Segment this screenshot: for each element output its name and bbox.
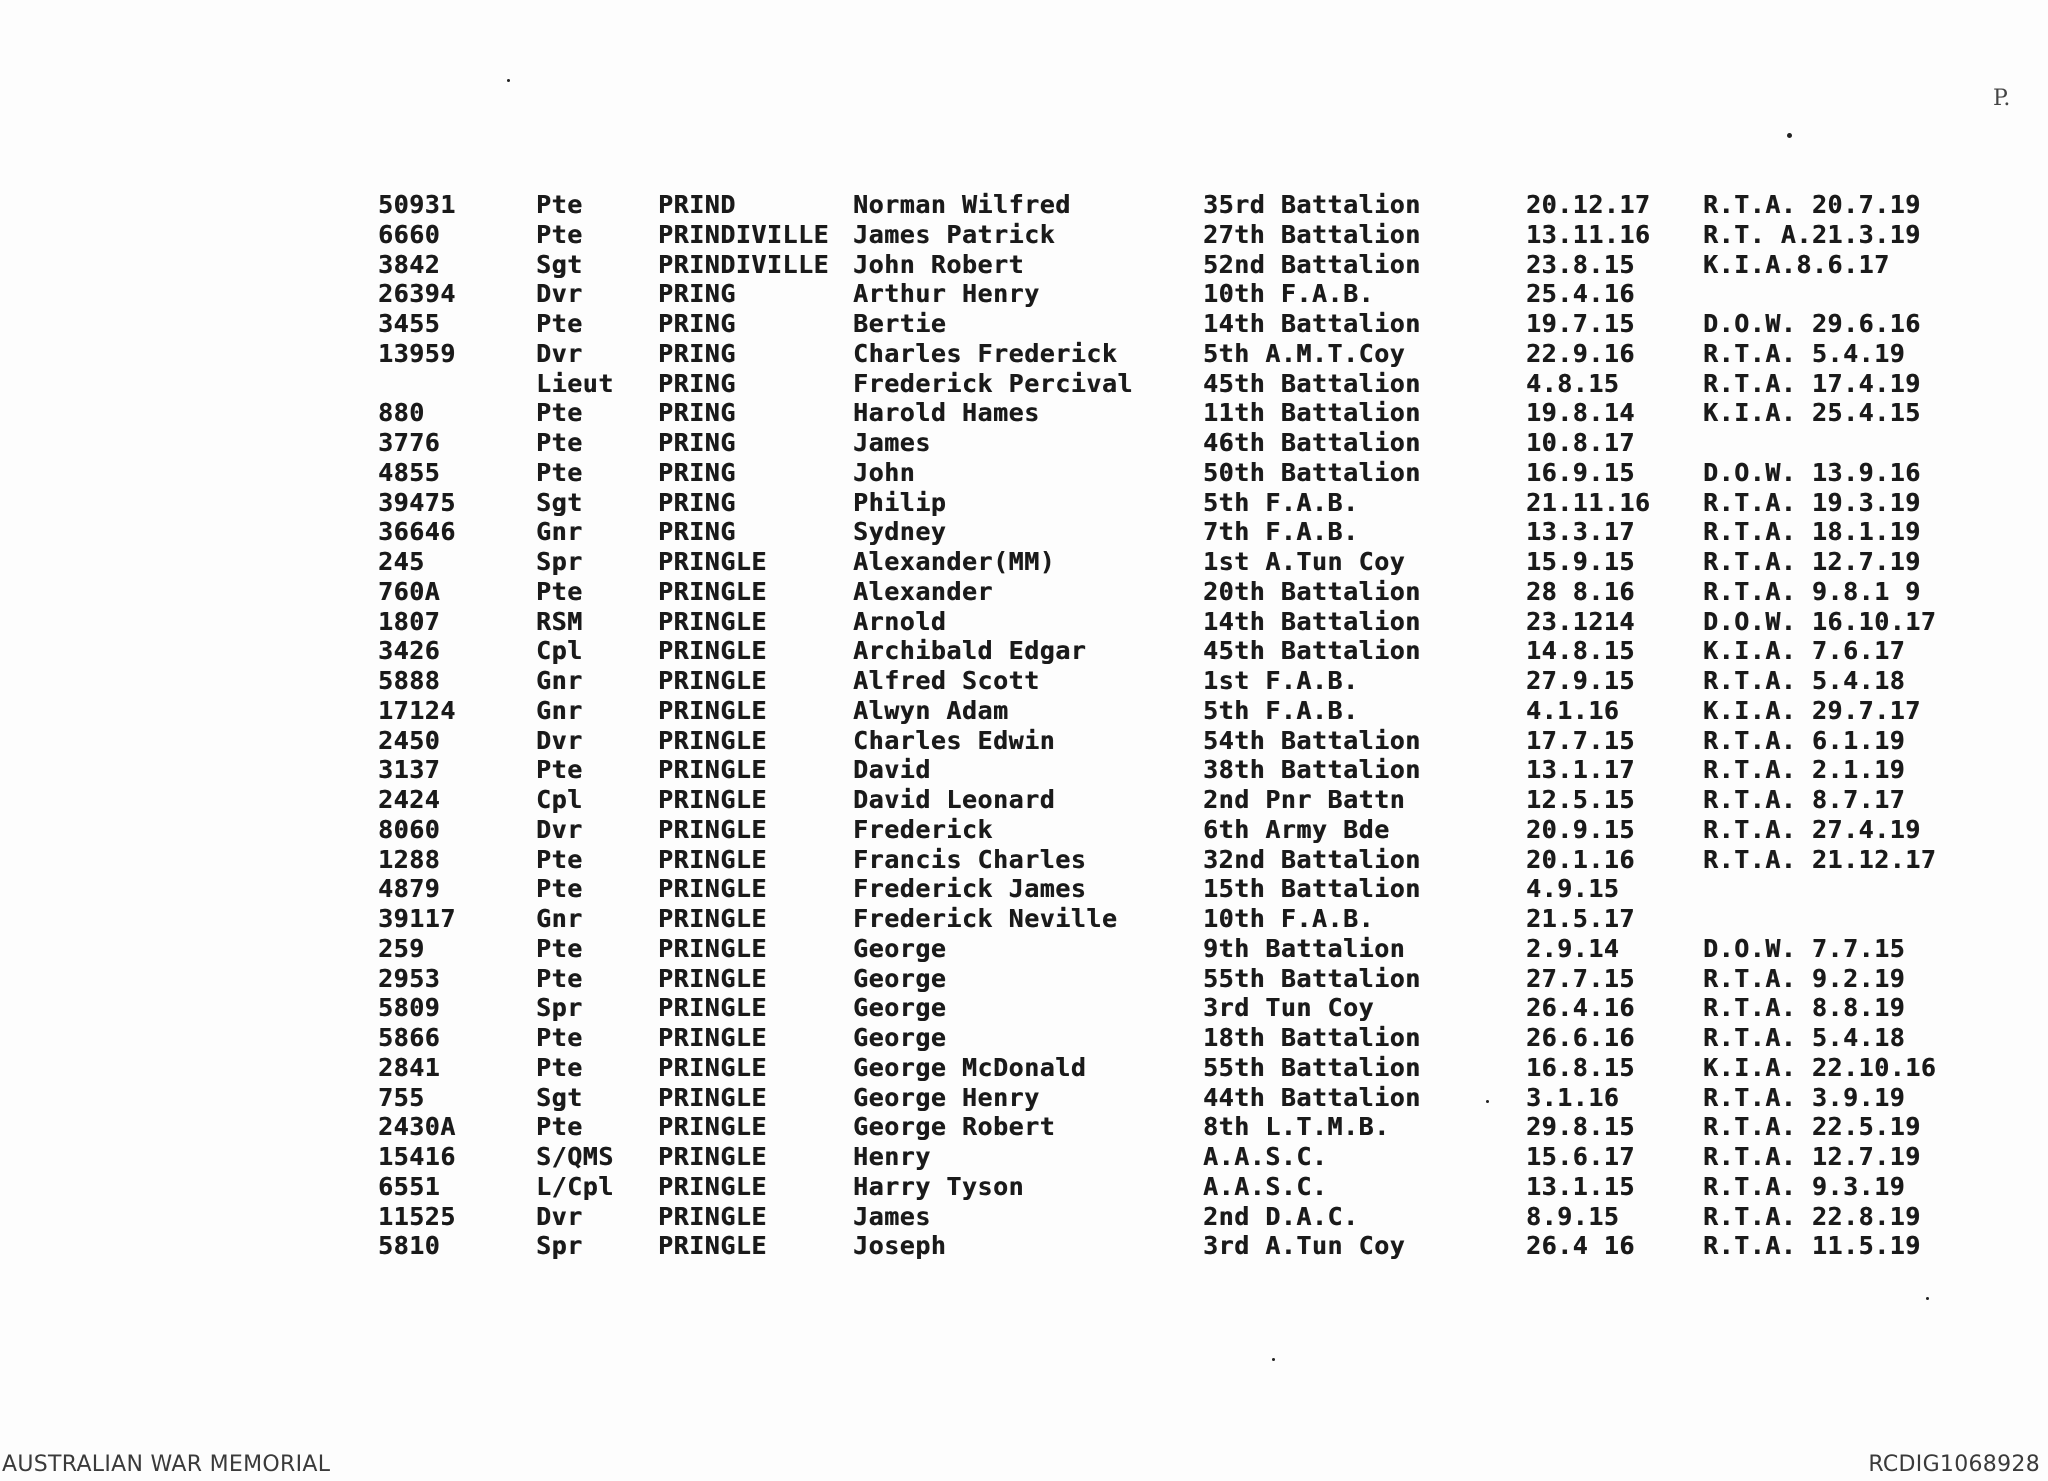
surname-cell: PRINGLE	[658, 1231, 767, 1261]
rank-cell: Cpl	[536, 785, 583, 814]
rank-cell: Pte	[536, 963, 583, 993]
enlistment-date-cell: 22.9.16	[1526, 338, 1635, 368]
surname-cell: PRINGLE	[658, 1171, 767, 1201]
surname-cell: PRING	[658, 309, 736, 338]
unit-cell: 9th Battalion	[1203, 933, 1406, 963]
enlistment-date-cell: 26.6.16	[1526, 1023, 1635, 1052]
unit-cell: 1st F.A.B.	[1203, 666, 1359, 695]
service-number-cell: 2450	[378, 725, 441, 755]
fate-cell: R.T.A. 9.8.1 9	[1703, 576, 1921, 606]
rank-cell: Spr	[536, 993, 583, 1023]
enlistment-date-cell: 26.4 16	[1526, 1231, 1635, 1261]
service-number-cell: 755	[378, 1082, 425, 1112]
surname-cell: PRINGLE	[658, 963, 767, 993]
enlistment-date-cell: 28 8.16	[1526, 576, 1635, 606]
rank-cell: Dvr	[536, 725, 583, 755]
fate-cell: R.T.A. 5.4.19	[1703, 338, 1906, 368]
unit-cell: 52nd Battalion	[1203, 249, 1421, 279]
surname-cell: PRINDIVILLE	[658, 219, 830, 249]
fate-cell: R.T.A. 27.4.19	[1703, 814, 1921, 844]
unit-cell: 5th A.M.T.Coy	[1203, 338, 1406, 368]
given-names-cell: Harry Tyson	[853, 1171, 1025, 1201]
service-number-cell: 26394	[378, 279, 456, 309]
service-number-cell: 880	[378, 398, 425, 428]
service-number-cell: 1807	[378, 606, 441, 636]
speck	[1926, 1297, 1929, 1300]
given-names-cell: Alexander(MM)	[853, 547, 1056, 576]
unit-cell: 20th Battalion	[1203, 576, 1421, 606]
enlistment-date-cell: 16.9.15	[1526, 457, 1635, 487]
enlistment-date-cell: 15.6.17	[1526, 1142, 1635, 1171]
fate-cell: R.T.A. 3.9.19	[1703, 1082, 1906, 1112]
surname-cell: PRING	[658, 487, 736, 517]
given-names-cell: Frederick James	[853, 874, 1087, 904]
fate-cell: R.T.A. 8.8.19	[1703, 993, 1906, 1023]
unit-cell: 14th Battalion	[1203, 309, 1421, 338]
fate-cell: R.T.A. 22.8.19	[1703, 1201, 1921, 1231]
given-names-cell: Joseph	[853, 1231, 947, 1261]
fate-cell: R.T.A. 12.7.19	[1703, 1142, 1921, 1171]
surname-cell: PRING	[658, 428, 736, 457]
footer-record-id: RCDIG1068928	[1868, 1452, 2040, 1477]
surname-cell: PRINGLE	[658, 933, 767, 963]
given-names-cell: John	[853, 457, 916, 487]
enlistment-date-cell: 27.7.15	[1526, 963, 1635, 993]
fate-cell: K.I.A.8.6.17	[1703, 249, 1890, 279]
surname-cell: PRINDIVILLE	[658, 249, 830, 279]
rank-cell: Gnr	[536, 695, 583, 725]
rank-cell: Pte	[536, 428, 583, 457]
given-names-cell: Archibald Edgar	[853, 636, 1087, 666]
given-names-cell: Arnold	[853, 606, 947, 636]
given-names-cell: James Patrick	[853, 219, 1056, 249]
enlistment-date-cell: 20.12.17	[1526, 190, 1651, 219]
surname-cell: PRINGLE	[658, 1052, 767, 1082]
surname-cell: PRINGLE	[658, 1023, 767, 1052]
fate-cell: K.I.A. 22.10.16	[1703, 1052, 1937, 1082]
service-number-cell: 245	[378, 547, 425, 576]
given-names-cell: David	[853, 755, 931, 785]
enlistment-date-cell: 19.7.15	[1526, 309, 1635, 338]
given-names-cell: George Robert	[853, 1112, 1056, 1142]
given-names-cell: James	[853, 1201, 931, 1231]
service-number-cell: 2953	[378, 963, 441, 993]
enlistment-date-cell: 23.8.15	[1526, 249, 1635, 279]
unit-cell: 35rd Battalion	[1203, 190, 1421, 219]
service-number-cell: 15416	[378, 1142, 456, 1171]
service-number-cell: 5810	[378, 1231, 441, 1261]
unit-cell: 10th F.A.B.	[1203, 279, 1375, 309]
surname-cell: PRINGLE	[658, 695, 767, 725]
unit-cell: 38th Battalion	[1203, 755, 1421, 785]
unit-cell: 3rd A.Tun Coy	[1203, 1231, 1406, 1261]
enlistment-date-cell: 27.9.15	[1526, 666, 1635, 695]
given-names-cell: Frederick	[853, 814, 993, 844]
fate-cell: R.T.A. 22.5.19	[1703, 1112, 1921, 1142]
service-number-cell: 6660	[378, 219, 441, 249]
service-number-cell: 4879	[378, 874, 441, 904]
enlistment-date-cell: 13.1.17	[1526, 755, 1635, 785]
service-number-cell: 39117	[378, 904, 456, 933]
surname-cell: PRINGLE	[658, 666, 767, 695]
enlistment-date-cell: 13.3.17	[1526, 517, 1635, 547]
service-number-cell: 8060	[378, 814, 441, 844]
given-names-cell: Alfred Scott	[853, 666, 1040, 695]
surname-cell: PRING	[658, 517, 736, 547]
surname-cell: PRING	[658, 457, 736, 487]
surname-cell: PRING	[658, 279, 736, 309]
unit-cell: 44th Battalion	[1203, 1082, 1421, 1112]
unit-cell: 2nd Pnr Battn	[1203, 785, 1406, 814]
enlistment-date-cell: 15.9.15	[1526, 547, 1635, 576]
rank-cell: Pte	[536, 457, 583, 487]
surname-cell: PRINGLE	[658, 904, 767, 933]
service-number-cell: 3137	[378, 755, 441, 785]
given-names-cell: George McDonald	[853, 1052, 1087, 1082]
rank-cell: Dvr	[536, 814, 583, 844]
speck	[1787, 133, 1792, 138]
enlistment-date-cell: 2.9.14	[1526, 933, 1620, 963]
rank-cell: Pte	[536, 219, 583, 249]
rank-cell: L/Cpl	[536, 1171, 614, 1201]
service-number-cell: 2424	[378, 785, 441, 814]
given-names-cell: George	[853, 1023, 947, 1052]
service-number-cell: 5809	[378, 993, 441, 1023]
service-number-cell: 17124	[378, 695, 456, 725]
service-number-cell: 259	[378, 933, 425, 963]
rank-cell: Pte	[536, 844, 583, 874]
rank-cell: Sgt	[536, 1082, 583, 1112]
service-number-cell: 5888	[378, 666, 441, 695]
surname-cell: PRINGLE	[658, 606, 767, 636]
fate-cell: R.T.A. 20.7.19	[1703, 190, 1921, 219]
given-names-cell: Alwyn Adam	[853, 695, 1009, 725]
rank-cell: Cpl	[536, 636, 583, 666]
given-names-cell: Norman Wilfred	[853, 190, 1071, 219]
surname-cell: PRINGLE	[658, 814, 767, 844]
unit-cell: 55th Battalion	[1203, 1052, 1421, 1082]
given-names-cell: Frederick Neville	[853, 904, 1118, 933]
given-names-cell: James	[853, 428, 931, 457]
fate-cell: R.T. A.21.3.19	[1703, 219, 1921, 249]
unit-cell: 54th Battalion	[1203, 725, 1421, 755]
service-number-cell: 5866	[378, 1023, 441, 1052]
unit-cell: 7th F.A.B.	[1203, 517, 1359, 547]
enlistment-date-cell: 4.1.16	[1526, 695, 1620, 725]
given-names-cell: David Leonard	[853, 785, 1056, 814]
enlistment-date-cell: 25.4.16	[1526, 279, 1635, 309]
service-number-cell: 13959	[378, 338, 456, 368]
given-names-cell: George	[853, 963, 947, 993]
enlistment-date-cell: 21.5.17	[1526, 904, 1635, 933]
enlistment-date-cell: 13.1.15	[1526, 1171, 1635, 1201]
rank-cell: Lieut	[536, 368, 614, 398]
given-names-cell: Charles Edwin	[853, 725, 1056, 755]
unit-cell: 32nd Battalion	[1203, 844, 1421, 874]
rank-cell: Pte	[536, 398, 583, 428]
unit-cell: 5th F.A.B.	[1203, 695, 1359, 725]
rank-cell: Pte	[536, 576, 583, 606]
surname-cell: PRINGLE	[658, 844, 767, 874]
given-names-cell: Arthur Henry	[853, 279, 1040, 309]
service-number-cell: 3776	[378, 428, 441, 457]
page-mark: P.	[1993, 86, 2011, 111]
unit-cell: 8th L.T.M.B.	[1203, 1112, 1390, 1142]
fate-cell: D.O.W. 7.7.15	[1703, 933, 1906, 963]
enlistment-date-cell: 3.1.16	[1526, 1082, 1620, 1112]
enlistment-date-cell: 20.9.15	[1526, 814, 1635, 844]
surname-cell: PRINGLE	[658, 636, 767, 666]
unit-cell: 50th Battalion	[1203, 457, 1421, 487]
unit-cell: 27th Battalion	[1203, 219, 1421, 249]
service-number-cell: 4855	[378, 457, 441, 487]
rank-cell: Pte	[536, 933, 583, 963]
rank-cell: Sgt	[536, 249, 583, 279]
fate-cell: R.T.A. 2.1.19	[1703, 755, 1906, 785]
given-names-cell: George	[853, 933, 947, 963]
speck	[1486, 1100, 1489, 1103]
surname-cell: PRIND	[658, 190, 736, 219]
service-number-cell: 3842	[378, 249, 441, 279]
given-names-cell: Alexander	[853, 576, 993, 606]
fate-cell: R.T.A. 21.12.17	[1703, 844, 1937, 874]
rank-cell: Sgt	[536, 487, 583, 517]
rank-cell: Gnr	[536, 517, 583, 547]
unit-cell: 18th Battalion	[1203, 1023, 1421, 1052]
service-number-cell: 50931	[378, 190, 456, 219]
rank-cell: Gnr	[536, 904, 583, 933]
rank-cell: Pte	[536, 190, 583, 219]
enlistment-date-cell: 23.1214	[1526, 606, 1635, 636]
unit-cell: 1st A.Tun Coy	[1203, 547, 1406, 576]
unit-cell: 11th Battalion	[1203, 398, 1421, 428]
rank-cell: S/QMS	[536, 1142, 614, 1171]
surname-cell: PRINGLE	[658, 874, 767, 904]
enlistment-date-cell: 4.9.15	[1526, 874, 1620, 904]
rank-cell: Pte	[536, 755, 583, 785]
surname-cell: PRINGLE	[658, 725, 767, 755]
given-names-cell: Francis Charles	[853, 844, 1087, 874]
enlistment-date-cell: 12.5.15	[1526, 785, 1635, 814]
enlistment-date-cell: 10.8.17	[1526, 428, 1635, 457]
given-names-cell: Bertie	[853, 309, 947, 338]
fate-cell: K.I.A. 7.6.17	[1703, 636, 1906, 666]
unit-cell: 5th F.A.B.	[1203, 487, 1359, 517]
fate-cell: R.T.A. 12.7.19	[1703, 547, 1921, 576]
given-names-cell: John Robert	[853, 249, 1025, 279]
unit-cell: 15th Battalion	[1203, 874, 1421, 904]
surname-cell: PRINGLE	[658, 785, 767, 814]
enlistment-date-cell: 14.8.15	[1526, 636, 1635, 666]
surname-cell: PRINGLE	[658, 547, 767, 576]
given-names-cell: George Henry	[853, 1082, 1040, 1112]
fate-cell: R.T.A. 11.5.19	[1703, 1231, 1921, 1261]
surname-cell: PRINGLE	[658, 755, 767, 785]
fate-cell: R.T.A. 8.7.17	[1703, 785, 1906, 814]
enlistment-date-cell: 26.4.16	[1526, 993, 1635, 1023]
enlistment-date-cell: 17.7.15	[1526, 725, 1635, 755]
enlistment-date-cell: 13.11.16	[1526, 219, 1651, 249]
given-names-cell: Frederick Percival	[853, 368, 1133, 398]
fate-cell: K.I.A. 25.4.15	[1703, 398, 1921, 428]
surname-cell: PRINGLE	[658, 993, 767, 1023]
surname-cell: PRINGLE	[658, 1082, 767, 1112]
service-number-cell: 3455	[378, 309, 441, 338]
fate-cell: R.T.A. 9.3.19	[1703, 1171, 1906, 1201]
rank-cell: Dvr	[536, 1201, 583, 1231]
service-number-cell: 760A	[378, 576, 441, 606]
given-names-cell: Henry	[853, 1142, 931, 1171]
given-names-cell: Sydney	[853, 517, 947, 547]
fate-cell: R.T.A. 6.1.19	[1703, 725, 1906, 755]
rank-cell: RSM	[536, 606, 583, 636]
unit-cell: A.A.S.C.	[1203, 1171, 1328, 1201]
rank-cell: Pte	[536, 309, 583, 338]
surname-cell: PRINGLE	[658, 1201, 767, 1231]
surname-cell: PRINGLE	[658, 576, 767, 606]
given-names-cell: Harold Hames	[853, 398, 1040, 428]
service-number-cell: 6551	[378, 1171, 441, 1201]
rank-cell: Gnr	[536, 666, 583, 695]
service-number-cell: 2841	[378, 1052, 441, 1082]
speck	[507, 79, 510, 82]
speck	[1272, 1358, 1275, 1361]
unit-cell: 45th Battalion	[1203, 636, 1421, 666]
rank-cell: Spr	[536, 1231, 583, 1261]
rank-cell: Spr	[536, 547, 583, 576]
fate-cell: R.T.A. 5.4.18	[1703, 666, 1906, 695]
unit-cell: 45th Battalion	[1203, 368, 1421, 398]
enlistment-date-cell: 16.8.15	[1526, 1052, 1635, 1082]
fate-cell: D.O.W. 29.6.16	[1703, 309, 1921, 338]
rank-cell: Pte	[536, 1052, 583, 1082]
fate-cell: K.I.A. 29.7.17	[1703, 695, 1921, 725]
enlistment-date-cell: 4.8.15	[1526, 368, 1620, 398]
fate-cell: R.T.A. 5.4.18	[1703, 1023, 1906, 1052]
footer-archive-name: AUSTRALIAN WAR MEMORIAL	[2, 1452, 331, 1477]
fate-cell: R.T.A. 19.3.19	[1703, 487, 1921, 517]
fate-cell: R.T.A. 17.4.19	[1703, 368, 1921, 398]
rank-cell: Dvr	[536, 338, 583, 368]
unit-cell: 46th Battalion	[1203, 428, 1421, 457]
surname-cell: PRING	[658, 398, 736, 428]
unit-cell: 6th Army Bde	[1203, 814, 1390, 844]
service-number-cell: 2430A	[378, 1112, 456, 1142]
service-number-cell: 11525	[378, 1201, 456, 1231]
surname-cell: PRINGLE	[658, 1142, 767, 1171]
fate-cell: R.T.A. 18.1.19	[1703, 517, 1921, 547]
rank-cell: Pte	[536, 1112, 583, 1142]
surname-cell: PRINGLE	[658, 1112, 767, 1142]
given-names-cell: Philip	[853, 487, 947, 517]
unit-cell: 3rd Tun Coy	[1203, 993, 1375, 1023]
service-number-cell: 3426	[378, 636, 441, 666]
fate-cell: D.O.W. 16.10.17	[1703, 606, 1937, 636]
unit-cell: A.A.S.C.	[1203, 1142, 1328, 1171]
surname-cell: PRING	[658, 338, 736, 368]
fate-cell: R.T.A. 9.2.19	[1703, 963, 1906, 993]
surname-cell: PRING	[658, 368, 736, 398]
enlistment-date-cell: 29.8.15	[1526, 1112, 1635, 1142]
unit-cell: 55th Battalion	[1203, 963, 1421, 993]
unit-cell: 2nd D.A.C.	[1203, 1201, 1359, 1231]
unit-cell: 10th F.A.B.	[1203, 904, 1375, 933]
rank-cell: Pte	[536, 1023, 583, 1052]
enlistment-date-cell: 20.1.16	[1526, 844, 1635, 874]
rank-cell: Dvr	[536, 279, 583, 309]
enlistment-date-cell: 19.8.14	[1526, 398, 1635, 428]
unit-cell: 14th Battalion	[1203, 606, 1421, 636]
fate-cell: D.O.W. 13.9.16	[1703, 457, 1921, 487]
service-number-cell: 39475	[378, 487, 456, 517]
service-number-cell: 1288	[378, 844, 441, 874]
rank-cell: Pte	[536, 874, 583, 904]
enlistment-date-cell: 8.9.15	[1526, 1201, 1620, 1231]
given-names-cell: George	[853, 993, 947, 1023]
service-number-cell: 36646	[378, 517, 456, 547]
given-names-cell: Charles Frederick	[853, 338, 1118, 368]
enlistment-date-cell: 21.11.16	[1526, 487, 1651, 517]
